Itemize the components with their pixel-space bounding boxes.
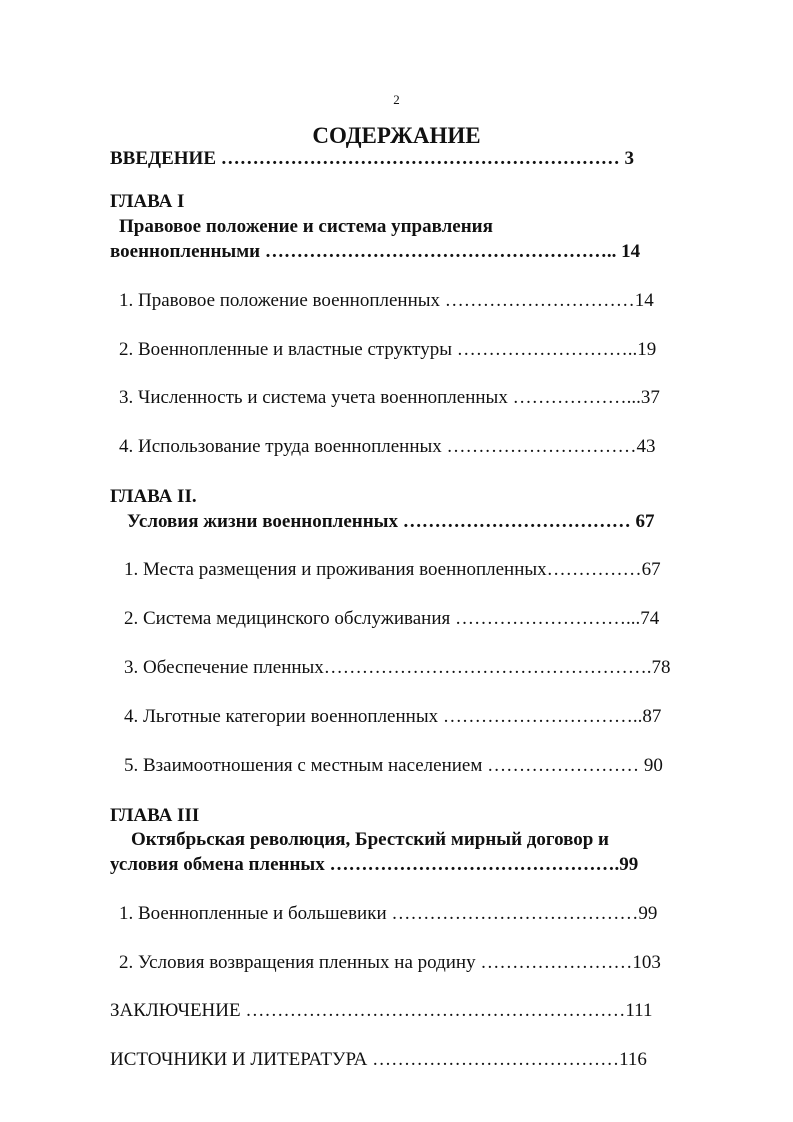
toc-entry-1-3: 3. Численность и система учета военнопленных ………………...37 — [119, 387, 660, 408]
page-number: 2 — [393, 92, 400, 107]
chapter-3-title-cont: условия обмена пленных ……………………………………….99 — [110, 854, 639, 875]
toc-entry-intro: ВВЕДЕНИЕ ……………………………………………………… 3 — [110, 148, 634, 169]
chapter-3-heading: ГЛАВА III — [110, 805, 200, 826]
chapter-2-title: Условия жизни военнопленных ……………………………… 67 — [127, 511, 655, 532]
toc-entry-2-4: 4. Льготные категории военнопленных …………………………..87 — [124, 706, 662, 727]
chapter-1-title-cont: военнопленными ……………………………………………….. 14 — [110, 241, 641, 262]
toc-entry-2-3: 3. Обеспечение пленных…………………………………………….78 — [124, 657, 671, 678]
toc-title: СОДЕРЖАНИЕ — [312, 123, 481, 148]
chapter-1-title: Правовое положение и система управления — [119, 216, 493, 237]
toc-entry-2-5: 5. Взаимоотношения с местным населением …………………… 90 — [124, 755, 663, 776]
toc-entry-1-1: 1. Правовое положение военнопленных …………………………14 — [119, 290, 654, 311]
toc-entry-1-4: 4. Использование труда военнопленных …………………………43 — [119, 436, 656, 457]
chapter-3-title: Октябрьская революция, Брестский мирный договор и — [131, 829, 609, 850]
toc-entry-3-1: 1. Военнопленные и большевики …………………………………99 — [119, 903, 658, 924]
toc-entry-1-2: 2. Военнопленные и властные структуры ………………………..19 — [119, 339, 657, 360]
toc-entry-conclusion: ЗАКЛЮЧЕНИЕ ……………………………………………………111 — [110, 1000, 653, 1021]
chapter-2-heading: ГЛАВА II. — [110, 486, 197, 507]
chapter-1-heading: ГЛАВА I — [110, 191, 185, 212]
toc-entry-2-1: 1. Места размещения и проживания военнопленных……………67 — [124, 559, 661, 580]
toc-entry-2-2: 2. Система медицинского обслуживания ………………………...74 — [124, 608, 660, 629]
toc-entry-3-2: 2. Условия возвращения пленных на родину ……………………103 — [119, 952, 661, 973]
toc-entry-sources: ИСТОЧНИКИ И ЛИТЕРАТУРА …………………………………116 — [110, 1049, 647, 1070]
